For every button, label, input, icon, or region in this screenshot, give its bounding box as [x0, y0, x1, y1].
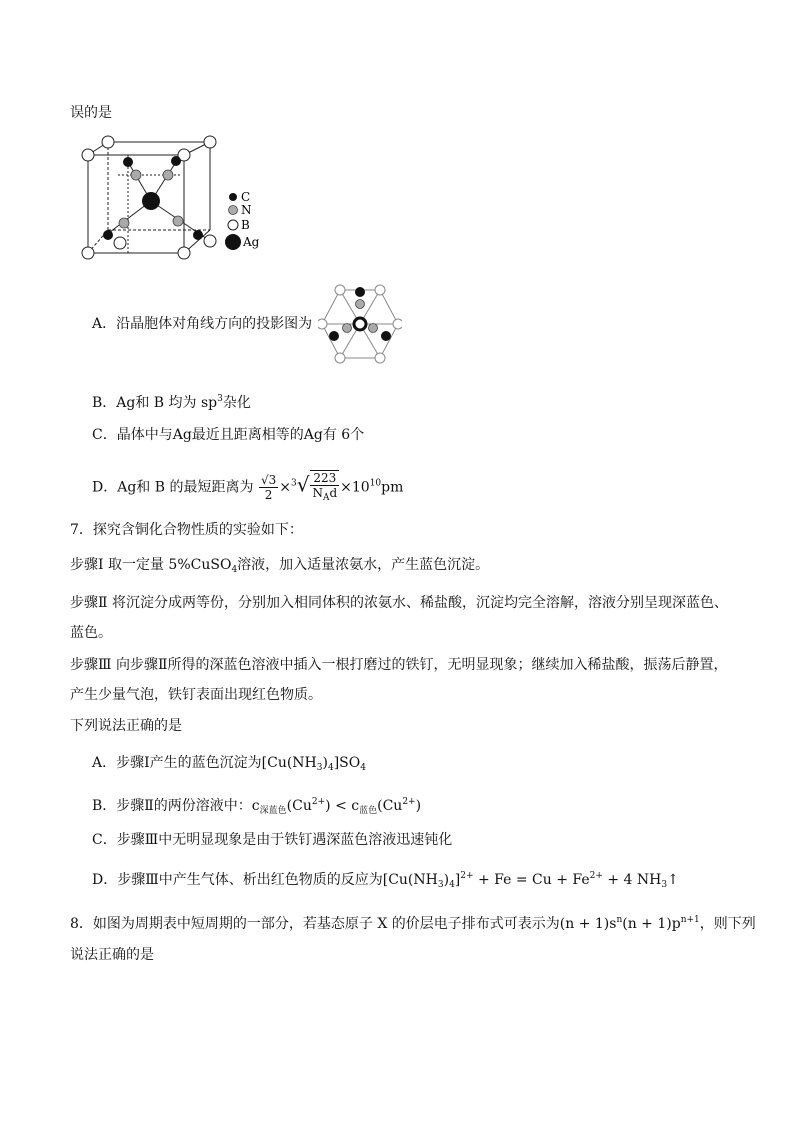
proj-ag-atom: [354, 318, 366, 330]
q7-ask: 下列说法正确的是: [70, 718, 182, 734]
b-atom: [82, 149, 94, 161]
q8-line2: 说法正确的是: [70, 947, 154, 963]
b-atom: [102, 136, 114, 148]
c-atom: [171, 156, 181, 166]
proj-n-atom: [343, 324, 352, 333]
q7-option-a: A．步骤Ⅰ产生的蓝色沉淀为$[Cu(NH_3)_4]SO_4$: [92, 755, 366, 773]
b-atom: [204, 136, 216, 148]
q6-option-b: B．Ag和 B 均为 $sp^3$杂化: [92, 394, 251, 411]
q7-step2-line2: 蓝色。: [70, 625, 112, 641]
q7-option-c: C．步骤Ⅲ中无明显现象是由于铁钉遇深蓝色溶液迅速钝化: [92, 832, 453, 848]
proj-c-atom: [381, 331, 391, 341]
b-atom: [178, 247, 190, 259]
d-fraction: $\frac{√3}{2}$: [260, 473, 277, 502]
b-atom: [114, 237, 126, 249]
b-atom: [204, 235, 216, 247]
n-atom: [163, 170, 173, 180]
q6-option-d: D．Ag和 B 的最短距离为 $\frac{√3}{2}$ ×$^3$√ $\frac{223}{N_Ad}$ $\times 10^{10}pm$: [92, 471, 404, 503]
legend-n-label: N: [241, 203, 252, 217]
proj-n-atom: [369, 324, 378, 333]
c-atom: [123, 157, 133, 167]
proj-c-atom: [355, 287, 365, 297]
legend-c-label: C: [241, 190, 251, 204]
crystal-cell-diagram: [78, 135, 268, 263]
legend-c-marker: [229, 193, 237, 201]
legend-ag-marker: [225, 234, 241, 250]
proj-n-atom: [356, 300, 365, 309]
n-atom: [131, 170, 141, 180]
question-intro-tail: 误的是: [70, 105, 112, 121]
n-atom: [173, 216, 183, 226]
projection-figure: [318, 282, 402, 366]
q8-line1: 8．如图为周期表中短周期的一部分，若基态原子 X 的价层电子排布式可表示为$(n + 1)s^n(n + 1)p^{n+1}$，则下列: [70, 915, 756, 932]
legend-n-marker: [229, 206, 238, 215]
q7-step1: 步骤Ⅰ 取一定量 5%CuSO$_4$溶液，加入适量浓氨水，产生蓝色沉淀。: [70, 557, 490, 575]
q7-step2-line1: 步骤Ⅱ 将沉淀分成两等份，分别加入相同体积的浓氨水、稀盐酸，沉淀均完全溶解，溶液分别呈现深蓝色、: [70, 595, 728, 611]
legend-b-marker: [228, 220, 238, 230]
c-atom: [103, 230, 113, 240]
q7-option-b: B．步骤Ⅱ的两份溶液中：$c_{深蓝色}(Cu^{2+}) < c_{蓝色}(Cu^{2+})$: [92, 797, 422, 816]
q7-step3-line1: 步骤Ⅲ 向步骤Ⅱ所得的深蓝色溶液中插入一根打磨过的铁钉，无明显现象；继续加入稀盐酸，振荡后静置，: [70, 657, 728, 673]
proj-c-atom: [329, 331, 339, 341]
legend-ag-label: Ag: [243, 235, 260, 249]
c-atom: [193, 230, 203, 240]
b-atom: [82, 247, 94, 259]
q7-title: 7．探究含铜化合物性质的实验如下：: [70, 522, 303, 538]
q7-step3-line2: 产生少量气泡，铁钉表面出现红色物质。: [70, 687, 322, 703]
q6-option-c: C．晶体中与Ag最近且距离相等的Ag有 6个: [92, 427, 365, 443]
legend-b-label: B: [241, 218, 250, 232]
q6-option-a: A．沿晶胞体对角线方向的投影图为: [92, 316, 313, 332]
q7-option-d: D．步骤Ⅲ中产生气体、析出红色物质的反应为$[Cu(NH_3)_4]^{2+} + Fe = Cu + Fe^{2+} + 4$ $NH_3↑$: [92, 871, 679, 890]
ag-atom: [142, 192, 160, 210]
n-atom: [119, 218, 129, 228]
